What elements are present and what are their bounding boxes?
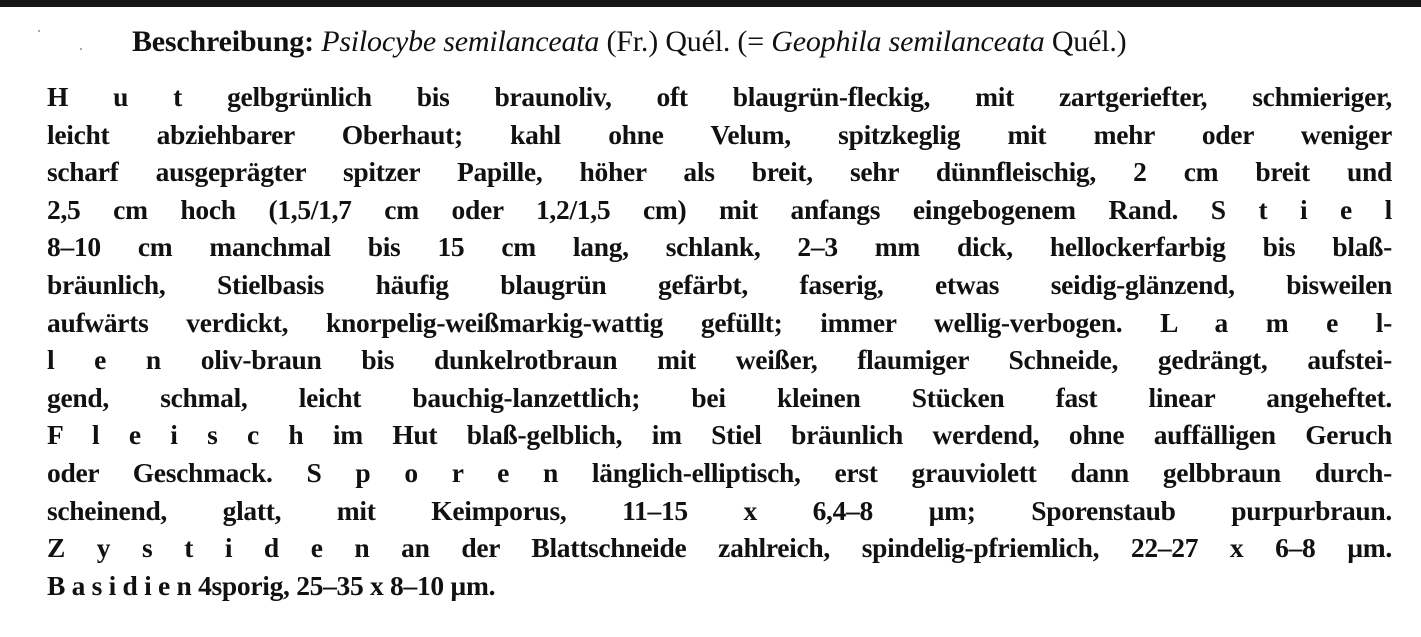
- top-border-rule: [0, 0, 1421, 7]
- text-line: l e n oliv-braun bis dunkelrotbraun mit weißer, flaumiger Schneide, gedrängt, aufstei-: [47, 344, 1392, 376]
- text-line: scharf ausgeprägter spitzer Papille, höher als breit, sehr dünnfleischig, 2 cm breit und: [47, 156, 1392, 188]
- text-line: gend, schmal, leicht bauchig-lanzettlich; bei kleinen Stücken fast linear angeheftet.: [47, 381, 1392, 413]
- synonym-name: Geophila semilanceata: [771, 25, 1045, 58]
- species-authority: (Fr.) Quél. (=: [606, 25, 764, 58]
- text-line: 2,5 cm hoch (1,5/1,7 cm oder 1,2/1,5 cm) mit anfangs eingebogenem Rand. S t i e l: [47, 193, 1392, 225]
- description-body: [47, 78, 1392, 604]
- heading-label: Beschreibung:: [132, 25, 314, 58]
- text-line: 8–10 cm manchmal bis 15 cm lang, schlank, 2–3 mm dick, hellockerfarbig bis blaß-: [47, 231, 1392, 263]
- text-line: H u t gelbgrünlich bis braunoliv, oft blaugrün-fleckig, mit zartgeriefter, schmieriger,: [47, 81, 1392, 112]
- scan-speck: [80, 48, 82, 50]
- scan-speck: [38, 30, 40, 32]
- text-line: leicht abziehbarer Oberhaut; kahl ohne Velum, spitzkeglig mit mehr oder weniger: [47, 118, 1392, 150]
- text-line: oder Geschmack. S p o r e n länglich-elliptisch, erst grauviolett dann gelbbraun durch-: [47, 456, 1392, 488]
- description-heading: [132, 22, 1402, 62]
- species-name: Psilocybe semilanceata: [321, 25, 600, 58]
- synonym-authority: Quél.): [1051, 25, 1127, 58]
- text-line: Z y s t i d e n an der Blattschneide zahlreich, spindelig-pfriemlich, 22–27 x 6–8 µm.: [47, 532, 1392, 564]
- text-line: bräunlich, Stielbasis häufig blaugrün gefärbt, faserig, etwas seidig-glänzend, bisweilen: [47, 268, 1392, 300]
- text-line: B a s i d i e n 4sporig, 25–35 x 8–10 µm.: [47, 569, 496, 601]
- text-line: scheinend, glatt, mit Keimporus, 11–15 x 6,4–8 µm; Sporenstaub purpurbraun.: [47, 494, 1392, 526]
- text-line: aufwärts verdickt, knorpelig-weißmarkig-wattig gefüllt; immer wellig-verbogen. L a m e l-: [47, 306, 1392, 338]
- text-line: F l e i s c h im Hut blaß-gelblich, im Stiel bräunlich werdend, ohne auffälligen Geruch: [47, 419, 1392, 451]
